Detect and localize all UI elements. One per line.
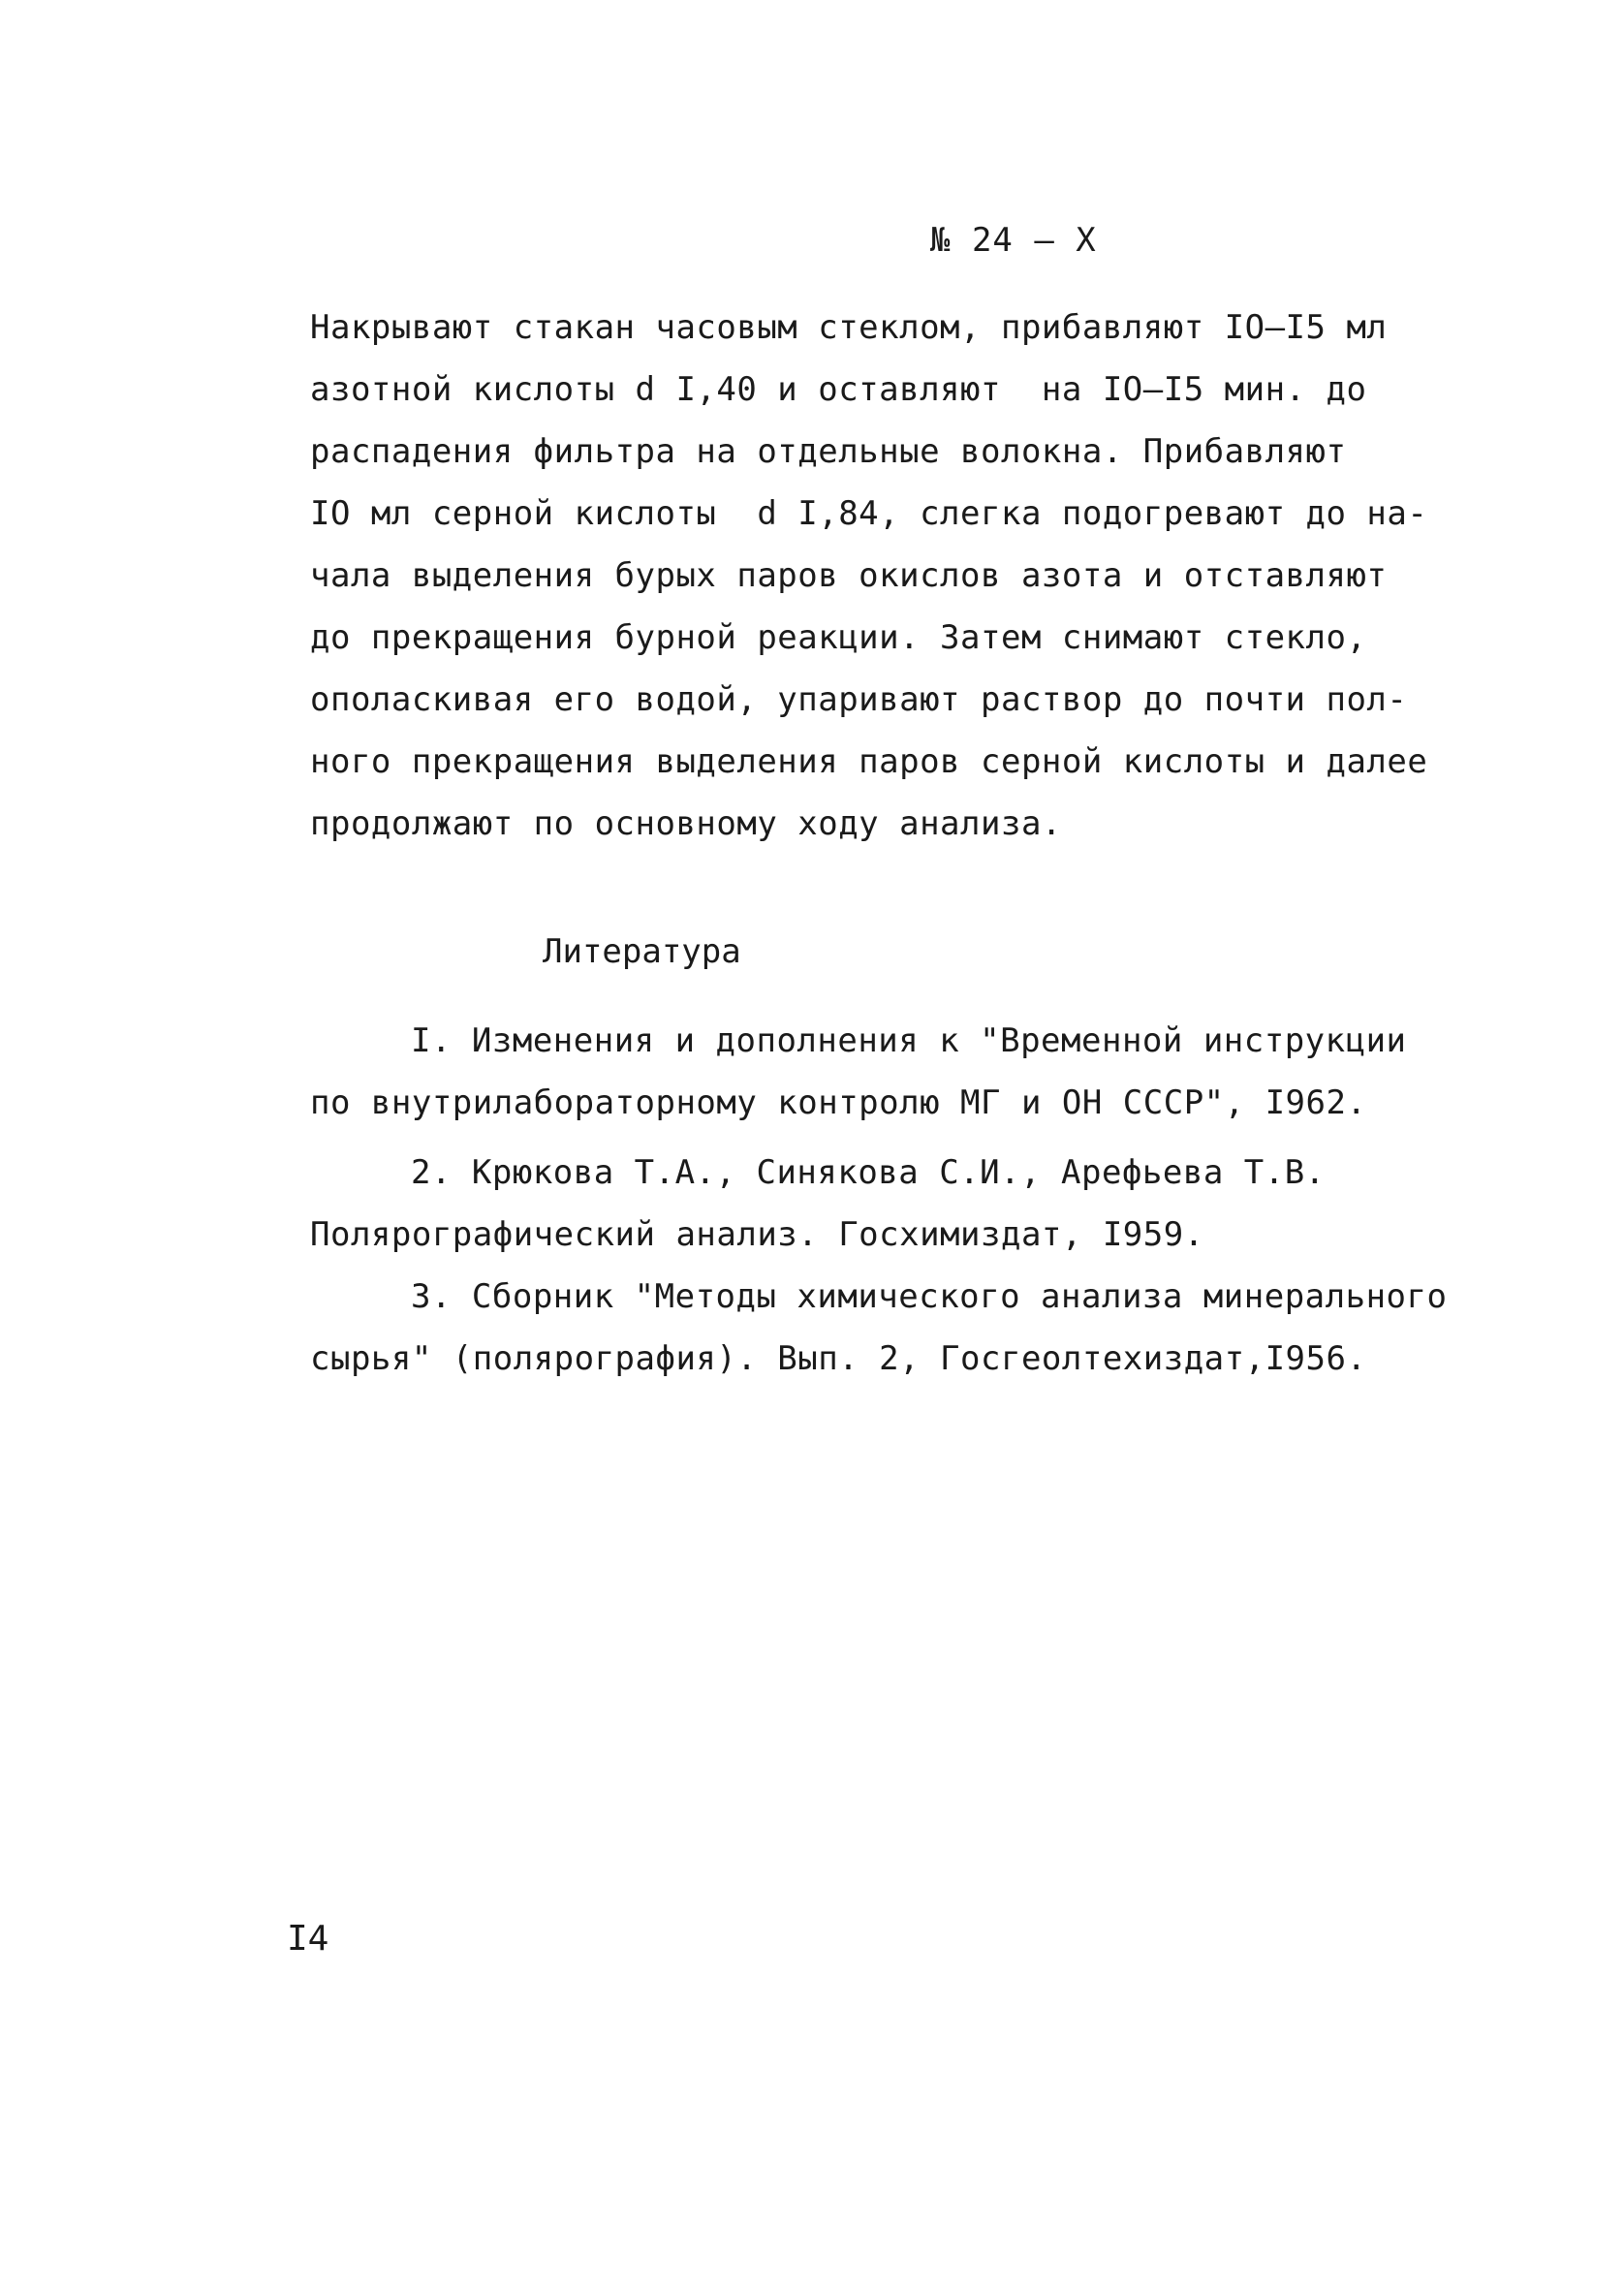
- body-line: ного прекращения выделения паров серной кислоты и далее: [310, 742, 1428, 781]
- body-line: ополаскивая его водой, упаривают раствор до почти пол-: [310, 680, 1408, 719]
- reference-1-line-2: по внутрилабораторному контролю МГ и ОН СССР", I962.: [310, 1083, 1367, 1122]
- document-number: № 24 – X: [930, 221, 1097, 260]
- reference-3-line-1: 3. Сборник "Методы химического анализа минерального: [411, 1277, 1448, 1316]
- body-line: IO мл серной кислоты d I,84, слегка подогревают до на-: [310, 494, 1428, 533]
- reference-3-line-2: сырья" (полярография). Вып. 2, Госгеолтехиздат,I956.: [310, 1339, 1367, 1378]
- body-line: распадения фильтра на отдельные волокна. Прибавляют: [310, 432, 1347, 471]
- page-number: I4: [287, 1919, 329, 1959]
- reference-2-line-2: Полярографический анализ. Госхимиздат, I959.: [310, 1215, 1204, 1254]
- body-line: чала выделения бурых паров окислов азота и отставляют: [310, 556, 1388, 595]
- body-line: Накрывают стакан часовым стеклом, прибавляют IO–I5 мл: [310, 308, 1388, 347]
- reference-2-line-1: 2. Крюкова Т.А., Синякова С.И., Арефьева Т.В.: [411, 1153, 1326, 1192]
- literature-heading: Литература: [543, 932, 741, 971]
- reference-1-line-1: I. Изменения и дополнения к "Временной инструкции: [411, 1021, 1407, 1060]
- body-line: до прекращения бурной реакции. Затем снимают стекло,: [310, 618, 1367, 657]
- body-line: продолжают по основному ходу анализа.: [310, 804, 1062, 843]
- body-line: азотной кислоты d I,40 и оставляют на IO–I5 мин. до: [310, 370, 1367, 409]
